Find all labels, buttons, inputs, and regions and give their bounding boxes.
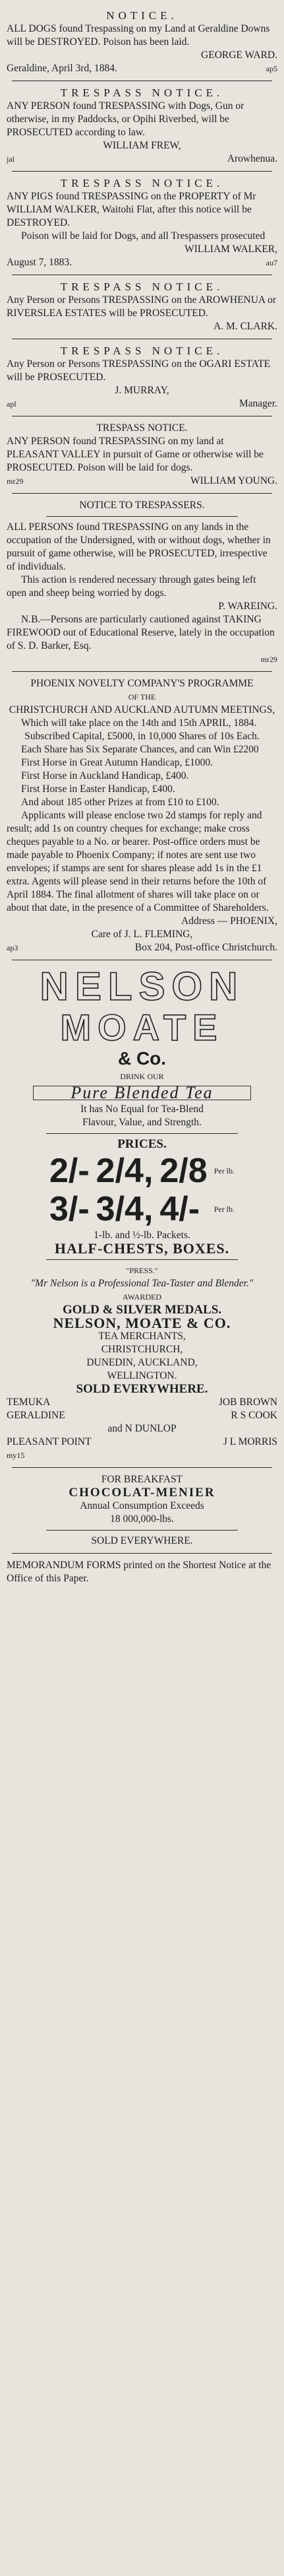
notice-signature: GEORGE WARD.: [201, 50, 277, 61]
city: DUNEDIN, AUCKLAND,: [86, 1357, 198, 1368]
divider: [46, 1259, 238, 1260]
tea-banner: Pure Blended Tea: [33, 1086, 251, 1100]
notice-walker: [5, 173, 279, 273]
notice-body: ALL DOGS found Trespassing on my Land at Geraldine Downs will be DESTROYED. Poison has been laid.: [7, 23, 270, 48]
phoenix-sub1: OF THE: [128, 692, 156, 702]
notice-code: ap5: [266, 64, 277, 73]
phoenix-p7: And about 185 other Prizes at from £10 to £100.: [21, 797, 219, 808]
phoenix-p5: First Horse in Auckland Handicap, £400.: [21, 770, 189, 781]
medals-label: GOLD & SILVER MEDALS.: [62, 1303, 222, 1317]
notice-code: au7: [266, 258, 277, 267]
city: CHRISTCHURCH,: [101, 1344, 183, 1355]
notice-heading: TRESPASS NOTICE.: [60, 86, 224, 99]
agent-town: PLEASANT POINT: [7, 1436, 92, 1447]
phoenix-address: Address — PHOENIX,: [181, 915, 277, 927]
tagline-1: It has No Equal for Tea-Blend: [80, 1104, 204, 1115]
notice-signature: WILLIAM WALKER,: [185, 244, 277, 255]
notice-body: ANY PIGS found TRESPASSING on the PROPERTY of Mr WILLIAM WALKER, Waitohi Flat, after this notice will be DESTROYED.: [7, 191, 256, 228]
menier-line2: 18 000,000-lbs.: [110, 1513, 174, 1525]
notice-body: Any Person or Persons TRESPASSING on the AROWHENUA or RIVERSLEA ESTATES will be PROSECUTED.: [7, 294, 277, 319]
notice-signature: WILLIAM YOUNG.: [190, 475, 277, 486]
memo-body: MEMORANDUM FORMS printed on the Shortest Notice at the Office of this Paper.: [7, 1560, 271, 1584]
agent-row: [7, 1422, 277, 1436]
memorandum-advert: [5, 1555, 279, 1589]
agent-name: JOB BROWN: [218, 1397, 277, 1408]
phoenix-p2: Subscribed Capital, £5000, in 10,000 Shares of 10s Each.: [24, 731, 260, 742]
phoenix-p4: First Horse in Great Autumn Handicap, £1000.: [21, 757, 213, 768]
notice-signature: J. MURRAY,: [115, 385, 169, 396]
notice-wareing: [5, 495, 279, 670]
agent-town: TEMUKA: [7, 1397, 51, 1408]
menier-label: FOR BREAKFAST: [101, 1474, 183, 1485]
nelson-name: NELSON: [40, 964, 244, 1008]
phoenix-p3: Each Share has Six Separate Chances, and can Win £2200: [21, 744, 259, 755]
agent-town: and N DUNLOP: [107, 1423, 177, 1434]
phoenix-p8: Applicants will please enclose two 2d stamps for reply and result; add 1s on country cheques for exchange; make cross cheques payable to a No. or bearer. Post-office orders must be made payable to Phoenix Company; if notes are sent use two envelopes; if stamps are sent for shares please add 1s in the £1 extra. Agents will please send in their returns before the 10th of April 1884. The final allotment of shares will take place on or about that date, in the presence of a Committee of Shareholders.: [7, 810, 269, 913]
firm-name: NELSON, MOATE & CO.: [53, 1315, 231, 1331]
notice-body: ANY PERSON found TRESPASSING with Dogs, Gun or otherwise, in my Paddocks, or Opihi Riverbed, will be PROSECUTED according to law.: [7, 100, 244, 138]
notice-heading: TRESPASS NOTICE.: [60, 177, 224, 189]
notice-body-2: This action is rendered necessary through gates being left open and sheep being worried by dogs.: [7, 574, 256, 599]
price: 3/4,: [96, 1190, 154, 1228]
divider: [46, 1133, 238, 1134]
packets-label: 1-lb. and ½-lb. Packets.: [94, 1230, 190, 1241]
notice-date: August 7, 1883.: [7, 257, 72, 268]
notice-code: mr29: [7, 477, 24, 486]
agent-name: R S COOK: [231, 1410, 277, 1421]
firm-sub: TEA MERCHANTS,: [98, 1331, 186, 1342]
nelson-moate-advert: [5, 962, 279, 1466]
newspaper-column: [5, 0, 279, 1589]
notice-clark: [5, 277, 279, 337]
agent-row: [7, 1436, 277, 1449]
menier-line1: Annual Consumption Exceeds: [80, 1500, 204, 1511]
phoenix-p1: Which will take place on the 14th and 15th APRIL, 1884.: [21, 717, 257, 729]
press-quote: "Mr Nelson is a Professional Tea-Taster and Blender.": [30, 1278, 254, 1289]
agent-row: [7, 1396, 277, 1409]
divider: [12, 671, 272, 672]
divider: [12, 493, 272, 494]
divider: [12, 1553, 272, 1554]
prices-label: PRICES.: [117, 1137, 167, 1151]
awarded-label: AWARDED: [122, 1292, 162, 1302]
notice-body: Any Person or Persons TRESPASSING on the OGARI ESTATE will be PROSECUTED.: [7, 358, 271, 383]
chests-label: HALF-CHESTS, BOXES.: [54, 1240, 230, 1257]
menier-advert: [5, 1469, 279, 1552]
price: 2/8: [159, 1152, 208, 1190]
notice-body-2: Poison will be laid for Dogs, and all Trespassers prosecuted: [21, 230, 266, 242]
co-label: & Co.: [117, 1048, 167, 1069]
sold-everywhere: SOLD EVERYWHERE.: [76, 1382, 208, 1396]
notice-code: apl: [7, 399, 16, 409]
nelson-code: my15: [7, 1451, 25, 1460]
menier-sold: SOLD EVERYWHERE.: [91, 1535, 193, 1546]
phoenix-box: Box 204, Post-office Christchurch.: [134, 942, 277, 953]
notice-body-3: N.B.—Persons are particularly cautioned against TAKING FIREWOOD out of Educational Reserve, lately in the occupation of S. D. Barker, Esq.: [7, 614, 275, 651]
price: 2/-: [49, 1152, 90, 1190]
notice-heading: TRESPASS NOTICE.: [96, 422, 188, 434]
press-label: "PRESS.": [126, 1266, 158, 1275]
notice-heading: NOTICE.: [106, 9, 178, 22]
notice-frew: [5, 83, 279, 170]
price: 3/-: [49, 1190, 90, 1228]
phoenix-p6: First Horse in Easter Handicap, £400.: [21, 783, 175, 795]
divider: [12, 171, 272, 172]
notice-signature: WILLIAM FREW,: [103, 140, 181, 151]
price-table: [45, 1151, 239, 1229]
notice-heading: TRESPASS NOTICE.: [60, 281, 224, 293]
tagline-2: Flavour, Value, and Strength.: [82, 1117, 202, 1128]
phoenix-sub2: CHRISTCHURCH AND AUCKLAND AUTUMN MEETINGS,: [9, 704, 275, 715]
notice-role: Manager.: [239, 398, 277, 409]
per-lb: Per lb.: [213, 1166, 235, 1175]
city: WELLINGTON.: [107, 1370, 177, 1381]
drink-label: DRINK OUR: [120, 1072, 164, 1081]
notice-place-date: Geraldine, April 3rd, 1884.: [7, 63, 117, 74]
phoenix-care: Care of J. L. FLEMING,: [91, 929, 193, 940]
agent-row: [7, 1409, 277, 1422]
notice-signature: P. WAREING.: [218, 601, 277, 612]
notice-code: jal: [7, 154, 14, 164]
price: 2/4,: [96, 1152, 154, 1190]
notice-heading: TRESPASS NOTICE.: [60, 345, 224, 357]
notice-signature: A. M. CLARK.: [213, 321, 277, 332]
notice-geraldine-downs: [5, 5, 279, 79]
phoenix-code: ap3: [7, 943, 18, 952]
divider: [46, 1530, 238, 1531]
phoenix-title: PHOENIX NOVELTY COMPANY'S PROGRAMME: [30, 678, 254, 689]
agent-town: GERALDINE: [7, 1410, 65, 1421]
price: 4/-: [159, 1190, 200, 1228]
price-row: [47, 1152, 237, 1189]
agent-name: J L MORRIS: [223, 1436, 277, 1447]
notice-code: mr29: [260, 655, 277, 664]
notice-murray: [5, 341, 279, 414]
notice-heading: NOTICE TO TRESPASSERS.: [79, 500, 205, 511]
price-row: [47, 1191, 237, 1228]
menier-name: CHOCOLAT-MENIER: [69, 1486, 215, 1500]
notice-body: ALL PERSONS found TRESPASSING on any lands in the occupation of the Undersigned, with or without dogs, whether in pursuit of game otherwise, will be PROSECUTED, irrespective of individuals.: [7, 521, 271, 572]
divider: [12, 1467, 272, 1468]
notice-body: ANY PERSON found TRESPASSING on my land at PLEASANT VALLEY in pursuit of Game or otherwise will be PROSECUTED. Poison will be laid for dogs.: [7, 436, 264, 473]
per-lb: Per lb.: [213, 1205, 235, 1214]
moate-name: MOATE: [60, 1007, 224, 1048]
phoenix-advert: [5, 673, 279, 958]
heading-rule: [46, 516, 238, 517]
notice-place: Arowhenua.: [227, 153, 277, 164]
notice-young: [5, 418, 279, 492]
